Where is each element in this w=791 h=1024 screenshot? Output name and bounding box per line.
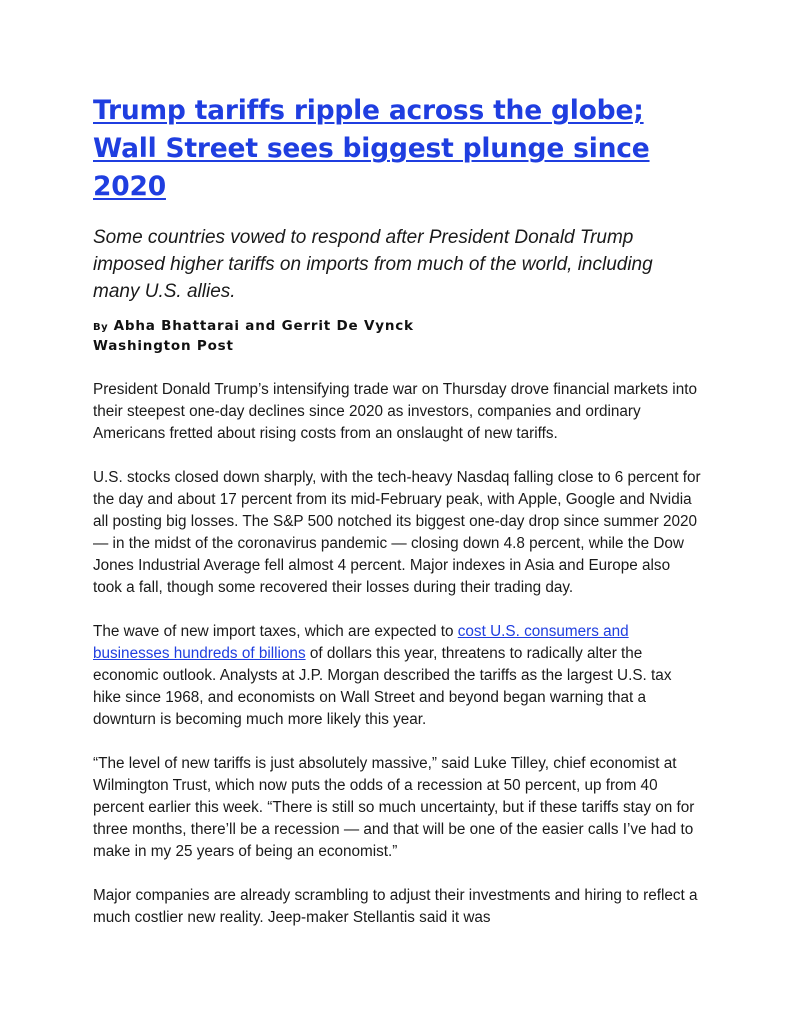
byline [93,317,703,355]
paragraph-4: “The level of new tariffs is just absolutely massive,” said Luke Tilley, chief economist at Wilmington Trust, which now puts the odds of a recession at 50 percent, up from 40 percent earlier this week. “There is still so much uncertainty, but if these tariffs stay on for three months, there’ll be a recession — and that will be one of the easier calls I’ve had to make in my 25 years of being an economist.” [93,755,695,860]
paragraph-3 [93,621,703,731]
paragraph-2: U.S. stocks closed down sharply, with the tech-heavy Nasdaq falling close to 6 percent for the day and about 17 percent from its mid-February peak, with Apple, Google and Nvidia all posting big losses. The S&P 500 notched its biggest one-day drop since summer 2020 — in the midst of the coronavirus pandemic — closing down 4.8 percent, while the Dow Jones Industrial Average fell almost 4 percent. Major indexes in Asia and Europe also took a fall, though some recovered their losses during their trading day. [93,469,701,596]
byline-prefix: By [93,322,109,333]
paragraph-1: President Donald Trump’s intensifying trade war on Thursday drove financial markets into their steepest one-day declines since 2020 as investors, companies and ordinary Americans fretted about rising costs from an onslaught of new tariffs. [93,381,697,442]
byline-publication: Washington Post [93,338,234,354]
article-body [93,379,703,929]
paragraph-3-text-start: The wave of new import taxes, which are expected to [93,623,458,640]
headline-link[interactable]: Trump tariffs ripple across the globe; Wall Street sees biggest plunge since 2020 [93,95,650,202]
article-page [93,92,703,951]
byline-authors-line [93,317,703,337]
headline [93,92,703,206]
byline-authors: Abha Bhattarai and Gerrit De Vynck [113,318,414,334]
paragraph-3-text-end: of dollars this year, threatens to radically alter the economic outlook. Analysts at J.P. Morgan described the tariffs as the largest U.S. tax hike since 1968, and economists on Wall Street and beyond began warning that a downturn is becoming much more likely this year. [93,645,672,728]
article-subtitle: Some countries vowed to respond after President Donald Trump imposed higher tariffs on imports from much of the world, including many U.S. allies. [93,227,653,302]
cost-estimate-link[interactable]: cost U.S. consumers and businesses hundreds of billions [93,623,629,662]
paragraph-5: Major companies are already scrambling to adjust their investments and hiring to reflect a much costlier new reality. Jeep-maker Stellantis said it was [93,887,698,926]
